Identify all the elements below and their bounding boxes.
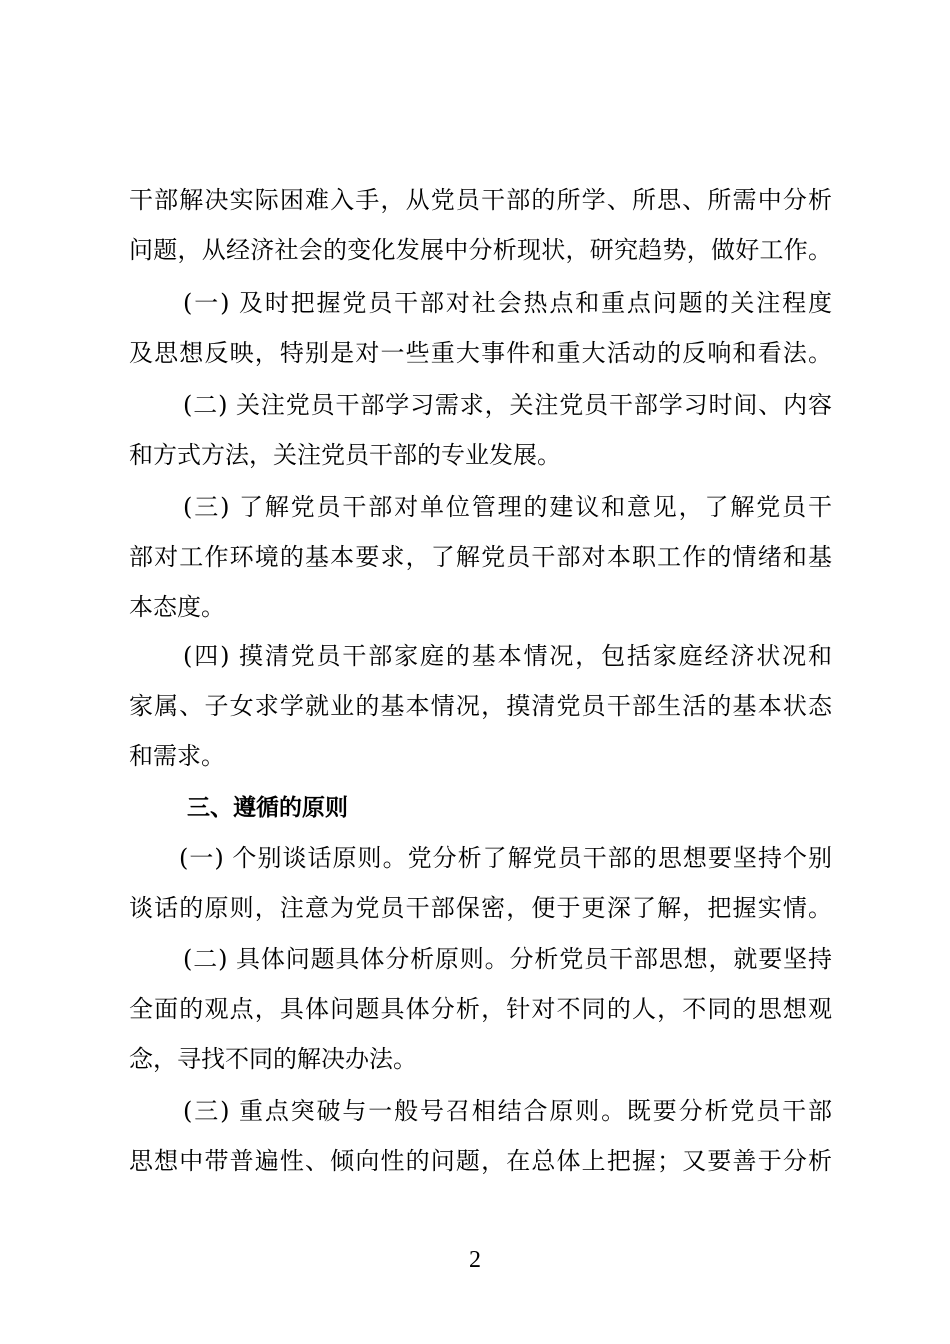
body-line: 干部解决实际困难入手，从党员干部的所学、所思、所需中分析 [129, 186, 832, 214]
body-line: 全面的观点，具体问题具体分析，针对不同的人，不同的思想观 [129, 995, 832, 1023]
body-line: (三) 重点突破与一般号召相结合原则。既要分析党员干部 [183, 1097, 832, 1125]
body-line: (一) 及时把握党员干部对社会热点和重点问题的关注程度 [183, 289, 832, 317]
body-line: (一) 个别谈话原则。党分析了解党员干部的思想要坚持个别 [179, 844, 832, 872]
body-line: 及思想反映，特别是对一些重大事件和重大活动的反响和看法。 [129, 339, 832, 367]
body-line: (二) 具体问题具体分析原则。分析党员干部思想，就要坚持 [183, 945, 832, 973]
page-number: 2 [469, 1247, 481, 1273]
section-heading: 三、遵循的原则 [187, 795, 348, 821]
body-line: 部对工作环境的基本要求，了解党员干部对本职工作的情绪和基 [129, 543, 832, 571]
body-line: 谈话的原则，注意为党员干部保密，便于更深了解，把握实情。 [129, 894, 832, 922]
body-line: (二) 关注党员干部学习需求，关注党员干部学习时间、内容 [183, 391, 832, 419]
body-line: 思想中带普遍性、倾向性的问题，在总体上把握；又要善于分析 [129, 1147, 832, 1175]
body-line: 本态度。 [129, 593, 225, 621]
body-line: 问题，从经济社会的变化发展中分析现状，研究趋势，做好工作。 [129, 236, 832, 264]
body-line: 和需求。 [129, 742, 225, 770]
body-line: (四) 摸清党员干部家庭的基本情况，包括家庭经济状况和 [183, 642, 832, 670]
body-line: 和方式方法，关注党员干部的专业发展。 [129, 441, 561, 469]
body-line: 家属、子女求学就业的基本情况，摸清党员干部生活的基本状态 [129, 692, 832, 720]
body-line: (三) 了解党员干部对单位管理的建议和意见，了解党员干 [183, 493, 832, 521]
body-line: 念，寻找不同的解决办法。 [129, 1045, 417, 1073]
